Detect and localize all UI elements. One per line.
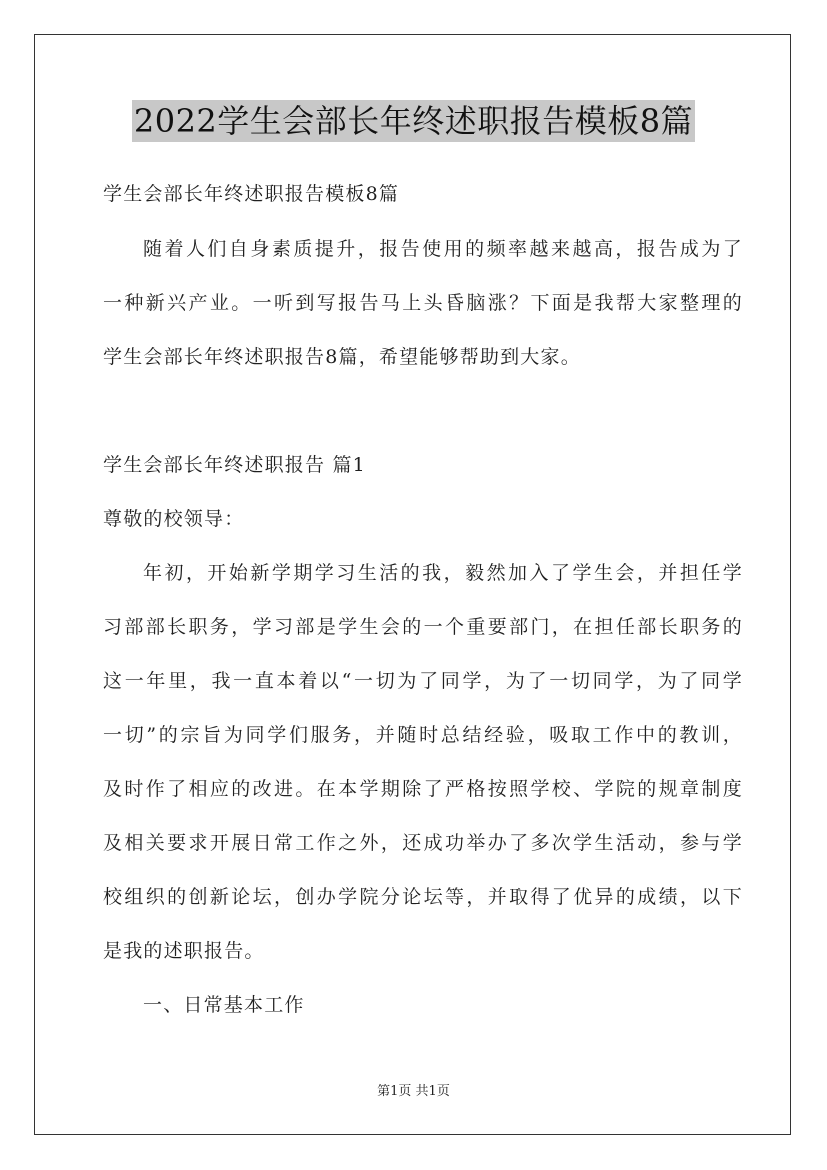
- subheading: 一、日常基本工作: [143, 994, 305, 1016]
- document-title: 2022学生会部长年终述职报告模板8篇: [133, 102, 694, 140]
- body-line: 这一年里，我一直本着以“一切为了同学，为了一切同学，为了同学: [103, 670, 743, 692]
- intro-line: 随着人们自身素质提升，报告使用的频率越来越高，报告成为了: [143, 238, 743, 260]
- section-heading: 学生会部长年终述职报告 篇1: [103, 454, 366, 476]
- salutation: 尊敬的校领导：: [103, 508, 245, 530]
- body-line: 及时作了相应的改进。在本学期除了严格按照学校、学院的规章制度: [103, 778, 743, 800]
- intro-line: 学生会部长年终述职报告8篇，希望能够帮助到大家。: [103, 346, 581, 368]
- body-line: 年初，开始新学期学习生活的我，毅然加入了学生会，并担任学: [143, 562, 743, 584]
- page-footer: 第1页 共1页: [377, 1084, 450, 1099]
- body-line: 习部部长职务，学习部是学生会的一个重要部门，在担任部长职务的: [103, 616, 743, 638]
- document-subtitle: 学生会部长年终述职报告模板8篇: [103, 183, 400, 205]
- intro-line: 一种新兴产业。一听到写报告马上头昏脑涨？下面是我帮大家整理的: [103, 292, 743, 314]
- body-line: 校组织的创新论坛，创办学院分论坛等，并取得了优异的成绩，以下: [103, 886, 743, 908]
- body-line: 及相关要求开展日常工作之外，还成功举办了多次学生活动，参与学: [103, 832, 743, 854]
- body-line: 一切”的宗旨为同学们服务，并随时总结经验，吸取工作中的教训，: [103, 724, 743, 746]
- body-line: 是我的述职报告。: [103, 940, 265, 962]
- title-container: [0, 100, 827, 142]
